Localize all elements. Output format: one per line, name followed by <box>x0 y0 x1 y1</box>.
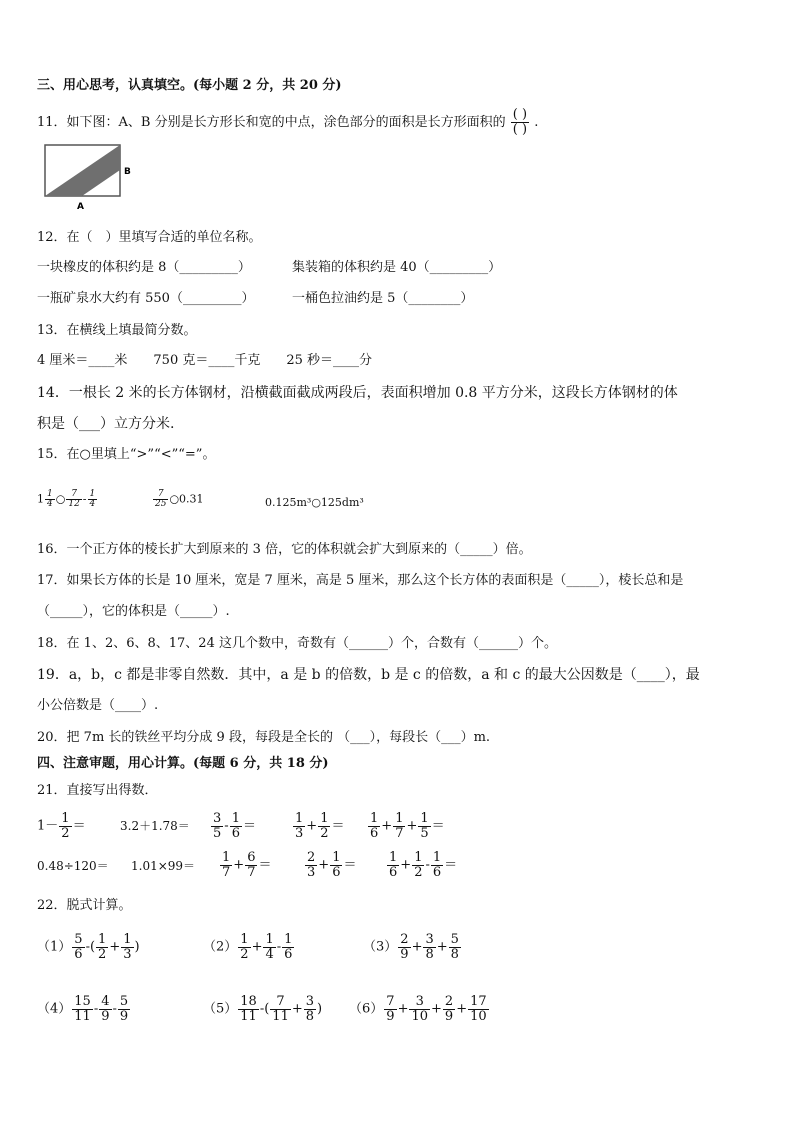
calc-3: $\frac{3}{5}$ - $\frac{1}{6}$ ＝ <box>213 811 256 841</box>
question-16: 16．一个正方体的棱长扩大到原来的 3 倍，它的体积就会扩大到原来的（_____）倍。 <box>37 542 532 557</box>
question-15-c: 0.125m³○125dm³ <box>265 496 364 509</box>
calc-10: $\frac{1}{6}$ + $\frac{1}{2}$ - $\frac{1}{6}$ ＝ <box>389 850 458 880</box>
problem-1: （1） $\frac{5}{6}$ -( $\frac{1}{2}$ + $\frac{1}{3}$ ) <box>37 932 140 962</box>
question-17-line-1: 17．如果长方体的长是 10 厘米，宽是 7 厘米，高是 5 厘米，那么这个长方体的表面积是（_____），棱长总和是 <box>37 573 684 588</box>
fraction: $\frac{1}{4}$ <box>47 489 53 509</box>
question-15-b: $\frac{7}{25}$ ○0.31 <box>155 489 204 509</box>
fraction: $\frac{7}{25}$ <box>155 489 167 509</box>
problem-2: （2） $\frac{1}{2}$ + $\frac{1}{4}$ - $\frac{1}{6}$ <box>203 932 293 962</box>
question-19-line-1: 19．a，b，c 都是非零自然数．其中，a 是 b 的倍数，b 是 c 的倍数，a 和 c 的最大公因数是（____），最 <box>37 667 700 683</box>
problem-6: （6） $\frac{7}{9}$ + $\frac{3}{10}$ + $\frac{2}{9}$ + $\frac{17}{10}$ <box>349 994 487 1024</box>
question-18: 18．在 1、2、6、8、17、24 这几个数中，奇数有（______）个，合数有（______）个。 <box>37 636 557 651</box>
question-11 <box>37 108 538 137</box>
calc-8: $\frac{1}{7}$ + $\frac{6}{7}$ ＝ <box>222 850 272 880</box>
question-12-b: 集装箱的体积约是 40（_________） <box>292 260 502 275</box>
problem-4: （4） $\frac{15}{11}$ - $\frac{4}{9}$ - $\frac{5}{9}$ <box>37 994 129 1024</box>
question-14-line-1: 14．一根长 2 米的长方体钢材，沿横截面截成两段后，表面积增加 0.8 平方分米，这段长方体钢材的体 <box>37 385 678 401</box>
section-3-title: 三、用心思考，认真填空。(每小题 2 分，共 20 分) <box>37 78 342 93</box>
question-12-a: 一块橡皮的体积约是 8（_________） <box>37 260 251 275</box>
question-12-c: 一瓶矿泉水大约有 550（_________） <box>37 291 255 306</box>
fraction-numerator: ( ) <box>512 107 528 122</box>
question-13-line: 4 厘米＝____米 750 克＝____千克 25 秒＝____分 <box>37 353 373 368</box>
problem-3: （3） $\frac{2}{9}$ + $\frac{3}{8}$ + $\frac{5}{8}$ <box>363 932 459 962</box>
question-13: 13．在横线上填最简分数。 <box>37 323 197 338</box>
calc-1: 1－ $\frac{1}{2}$ ＝ <box>37 811 86 841</box>
question-14-line-2: 积是（___）立方分米. <box>37 416 175 432</box>
question-11-answer-fraction <box>511 108 529 137</box>
fraction-denominator: ( ) <box>512 122 528 137</box>
fraction: $\frac{1}{4}$ <box>89 489 96 509</box>
label-a: A <box>77 202 84 212</box>
question-15-a: 1 $\frac{1}{4}$ ○ $\frac{7}{12}$ - $\frac{1}{4}$ <box>37 489 96 509</box>
calc-7: 1.01×99＝ <box>131 859 196 873</box>
label-b: B <box>124 167 131 177</box>
question-21: 21．直接写出得数． <box>37 783 158 798</box>
fraction: $\frac{7}{12}$ <box>68 489 80 509</box>
section-4-title: 四、注意审题，用心计算。(每题 6 分，共 18 分) <box>37 756 329 771</box>
question-12: 12．在（ ）里填写合适的单位名称。 <box>37 230 262 245</box>
compare-circle: ○ <box>55 492 66 506</box>
question-22: 22．脱式计算。 <box>37 898 132 913</box>
question-12-d: 一桶色拉油约是 5（________） <box>292 291 474 306</box>
calc-5: $\frac{1}{6}$ + $\frac{1}{7}$ + $\frac{1}{5}$ ＝ <box>370 811 445 841</box>
question-19-line-2: 小公倍数是（____）. <box>37 698 159 713</box>
calc-4: $\frac{1}{3}$ + $\frac{1}{2}$ ＝ <box>295 811 345 841</box>
question-11-period: . <box>534 115 539 130</box>
rectangle-figure <box>42 143 142 213</box>
calc-6: 0.48÷120＝ <box>37 859 109 873</box>
question-11-text: 11．如下图：A、B 分别是长方形长和宽的中点，涂色部分的面积是长方形面积的 <box>37 115 506 130</box>
whole-number: 1 <box>37 492 44 506</box>
question-17-line-2: （_____），它的体积是（_____）. <box>37 604 230 619</box>
problem-5: （5） $\frac{18}{11}$ -( $\frac{7}{11}$ + $\frac{3}{8}$ ) <box>203 994 323 1024</box>
calc-9: $\frac{2}{3}$ + $\frac{1}{6}$ ＝ <box>307 850 357 880</box>
question-15: 15．在○里填上“>”“<”“=”。 <box>37 447 216 462</box>
calc-2: 3.2＋1.78＝ <box>120 819 190 833</box>
question-20: 20．把 7m 长的铁丝平均分成 9 段，每段是全长的 （___），每段长（___）m. <box>37 730 491 745</box>
